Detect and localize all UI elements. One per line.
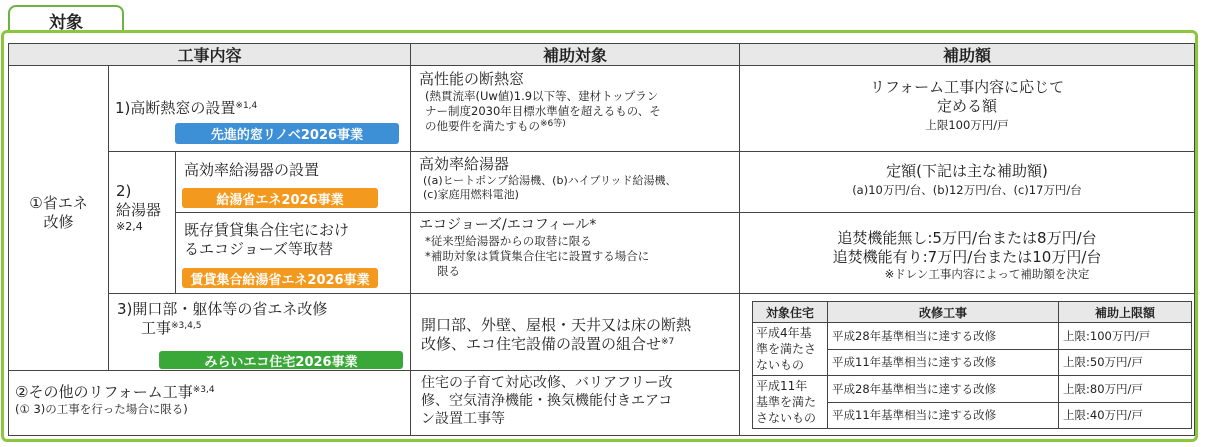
item3-title1: 3)開口部・躯体等の省エネ改修 [117, 300, 328, 318]
subtable-group2 [753, 376, 828, 429]
item1-amount1: リフォーム工事内容に応じて [869, 78, 1065, 96]
item1-target [410, 65, 740, 152]
subtable-work: 平成28年基準相当に達する改修 [828, 376, 1059, 403]
item2a-amount1: 定額(下記は主な補助額) [886, 162, 1048, 180]
item2-label [108, 151, 176, 294]
item3-target-note: ※7 [661, 337, 675, 347]
table-row [753, 323, 1192, 350]
subtable-group2-line1: 平成11年 [756, 379, 808, 393]
subtable-header-house: 対象住宅 [753, 302, 828, 323]
item2-note: ※2,4 [116, 220, 143, 233]
section-tab [8, 5, 124, 33]
subtable-group2-line2: 基準を満た [756, 395, 817, 409]
item4-title: ②その他のリフォーム工事 [15, 383, 193, 401]
item2a-amount2: (a)10万円/台、(b)12万円/台、(c)17万円/台 [852, 183, 1082, 197]
item2b-title1: 既存賃貸集合住宅におけ [184, 221, 350, 239]
subtable-limit: 上限:50万円/戸 [1059, 349, 1192, 376]
item2-label1: 2) [116, 182, 132, 200]
table-row [753, 376, 1192, 403]
subtable-group2-line3: さないもの [756, 411, 817, 425]
item2a-target-desc2: (c)家庭用燃料電池) [423, 188, 519, 201]
subtable-limit: 上限:100万円/戸 [1059, 323, 1192, 350]
item2b-target-desc1: *従来型給湯器からの取替に限る [425, 234, 592, 248]
item1-title: 1)高断熱窓の設置 [115, 99, 236, 117]
item1-badge: 先進的窓リノベ2026事業 [175, 123, 399, 144]
subtable-work: 平成11年基準相当に達する改修 [828, 402, 1059, 429]
item3-target1: 開口部、外壁、屋根・天井又は床の断熱 [421, 316, 692, 334]
item1-amount3: 上限100万円/戸 [925, 118, 1009, 132]
item2b-target-desc3: 限る [437, 264, 460, 278]
subtable-header-work: 改修工事 [828, 302, 1059, 323]
item3-work [108, 293, 411, 371]
item2b-work [175, 212, 411, 294]
section-tab-label: 対象 [49, 12, 83, 33]
item4-target2: 修、空気清浄機能・換気機能付きエアコ [421, 393, 673, 409]
item2a-target [410, 151, 740, 213]
item2b-amount2: 追焚機能有り:7万円/台または10万円/台 [832, 248, 1102, 266]
subtable-limit: 上限:40万円/戸 [1059, 402, 1192, 429]
item4-target [410, 370, 740, 436]
item4-note: ※3,4 [192, 385, 215, 395]
item2b-target [410, 212, 740, 294]
item1-target-desc1: (熱貫流率(Uw値)1.9以下等、建材トップラン [425, 89, 659, 103]
category-line1: ①省エネ [29, 194, 88, 212]
item2b-badge: 賃貸集合給湯省エネ2026事業 [182, 268, 378, 288]
item3-badge: みらいエコ住宅2026事業 [159, 351, 403, 369]
subtable-group1 [753, 323, 828, 376]
item1-amount2: 定める額 [936, 97, 997, 115]
item2a-target-title: 高効率給湯器 [419, 155, 510, 173]
item1-amount [739, 65, 1195, 152]
item2a-work [175, 151, 411, 213]
item2b-amount [739, 212, 1195, 294]
item2b-target-desc2: *補助対象は賃貸集合住宅に設置する場合に [425, 249, 650, 263]
item4-sub: (① 3)の工事を行った場合に限る) [15, 402, 188, 416]
category-line2: 改修 [43, 213, 74, 231]
subtable-work: 平成11年基準相当に達する改修 [828, 349, 1059, 376]
item4-work [8, 370, 411, 436]
item3-note: ※3,4,5 [171, 321, 202, 331]
item1-target-desc3: の他要件を満たすもの [425, 119, 540, 133]
item2a-badge: 給湯省エネ2026事業 [182, 188, 378, 208]
subsidy-limit-table [752, 301, 1192, 429]
subtable-group1-line1: 平成4年基 [756, 326, 812, 340]
item1-work [108, 65, 411, 152]
item1-target-note: ※6等) [540, 119, 566, 129]
item1-note: ※1,4 [235, 101, 258, 111]
item3-title2: 工事 [141, 319, 172, 337]
item1-target-desc2: ナー制度2030年目標水準値を超えるもの、そ [425, 104, 661, 118]
header-target: 補助対象 [410, 43, 740, 66]
subtable-group1-line2: 準を満たさ [756, 342, 817, 356]
item2b-title2: るエコジョーズ等取替 [184, 240, 333, 258]
item4-target3: ン設置工事等 [421, 411, 505, 427]
item4-target1: 住宅の子育て対応改修、バリアフリー改 [421, 375, 673, 391]
subtable-header-limit: 補助上限額 [1059, 302, 1192, 323]
item2a-amount [739, 151, 1195, 213]
category-energy-saving [8, 65, 109, 371]
item3-target [410, 293, 740, 371]
header-work: 工事内容 [8, 43, 411, 66]
header-amount: 補助額 [739, 43, 1195, 66]
subtable-group1-line3: ないもの [756, 358, 805, 372]
item2a-title: 高効率給湯器の設置 [184, 161, 320, 179]
item3-target2: 改修、エコ住宅設備の設置の組合せ [421, 335, 662, 353]
subtable-work: 平成28年基準相当に達する改修 [828, 323, 1059, 350]
item2b-amount3: ※ドレン工事内容によって補助額を決定 [884, 267, 1090, 281]
item2b-amount1: 追焚機能無し:5万円/台または8万円/台 [837, 229, 1097, 247]
item1-target-title: 高性能の断熱窓 [419, 70, 525, 88]
item2-label2: 給湯器 [116, 201, 162, 219]
item2a-target-desc1: ((a)ヒートポンプ給湯機、(b)ハイブリッド給湯機、 [423, 174, 677, 187]
item2b-target-title: エコジョーズ/エコフィール* [419, 217, 597, 233]
subtable-limit: 上限:80万円/戸 [1059, 376, 1192, 403]
